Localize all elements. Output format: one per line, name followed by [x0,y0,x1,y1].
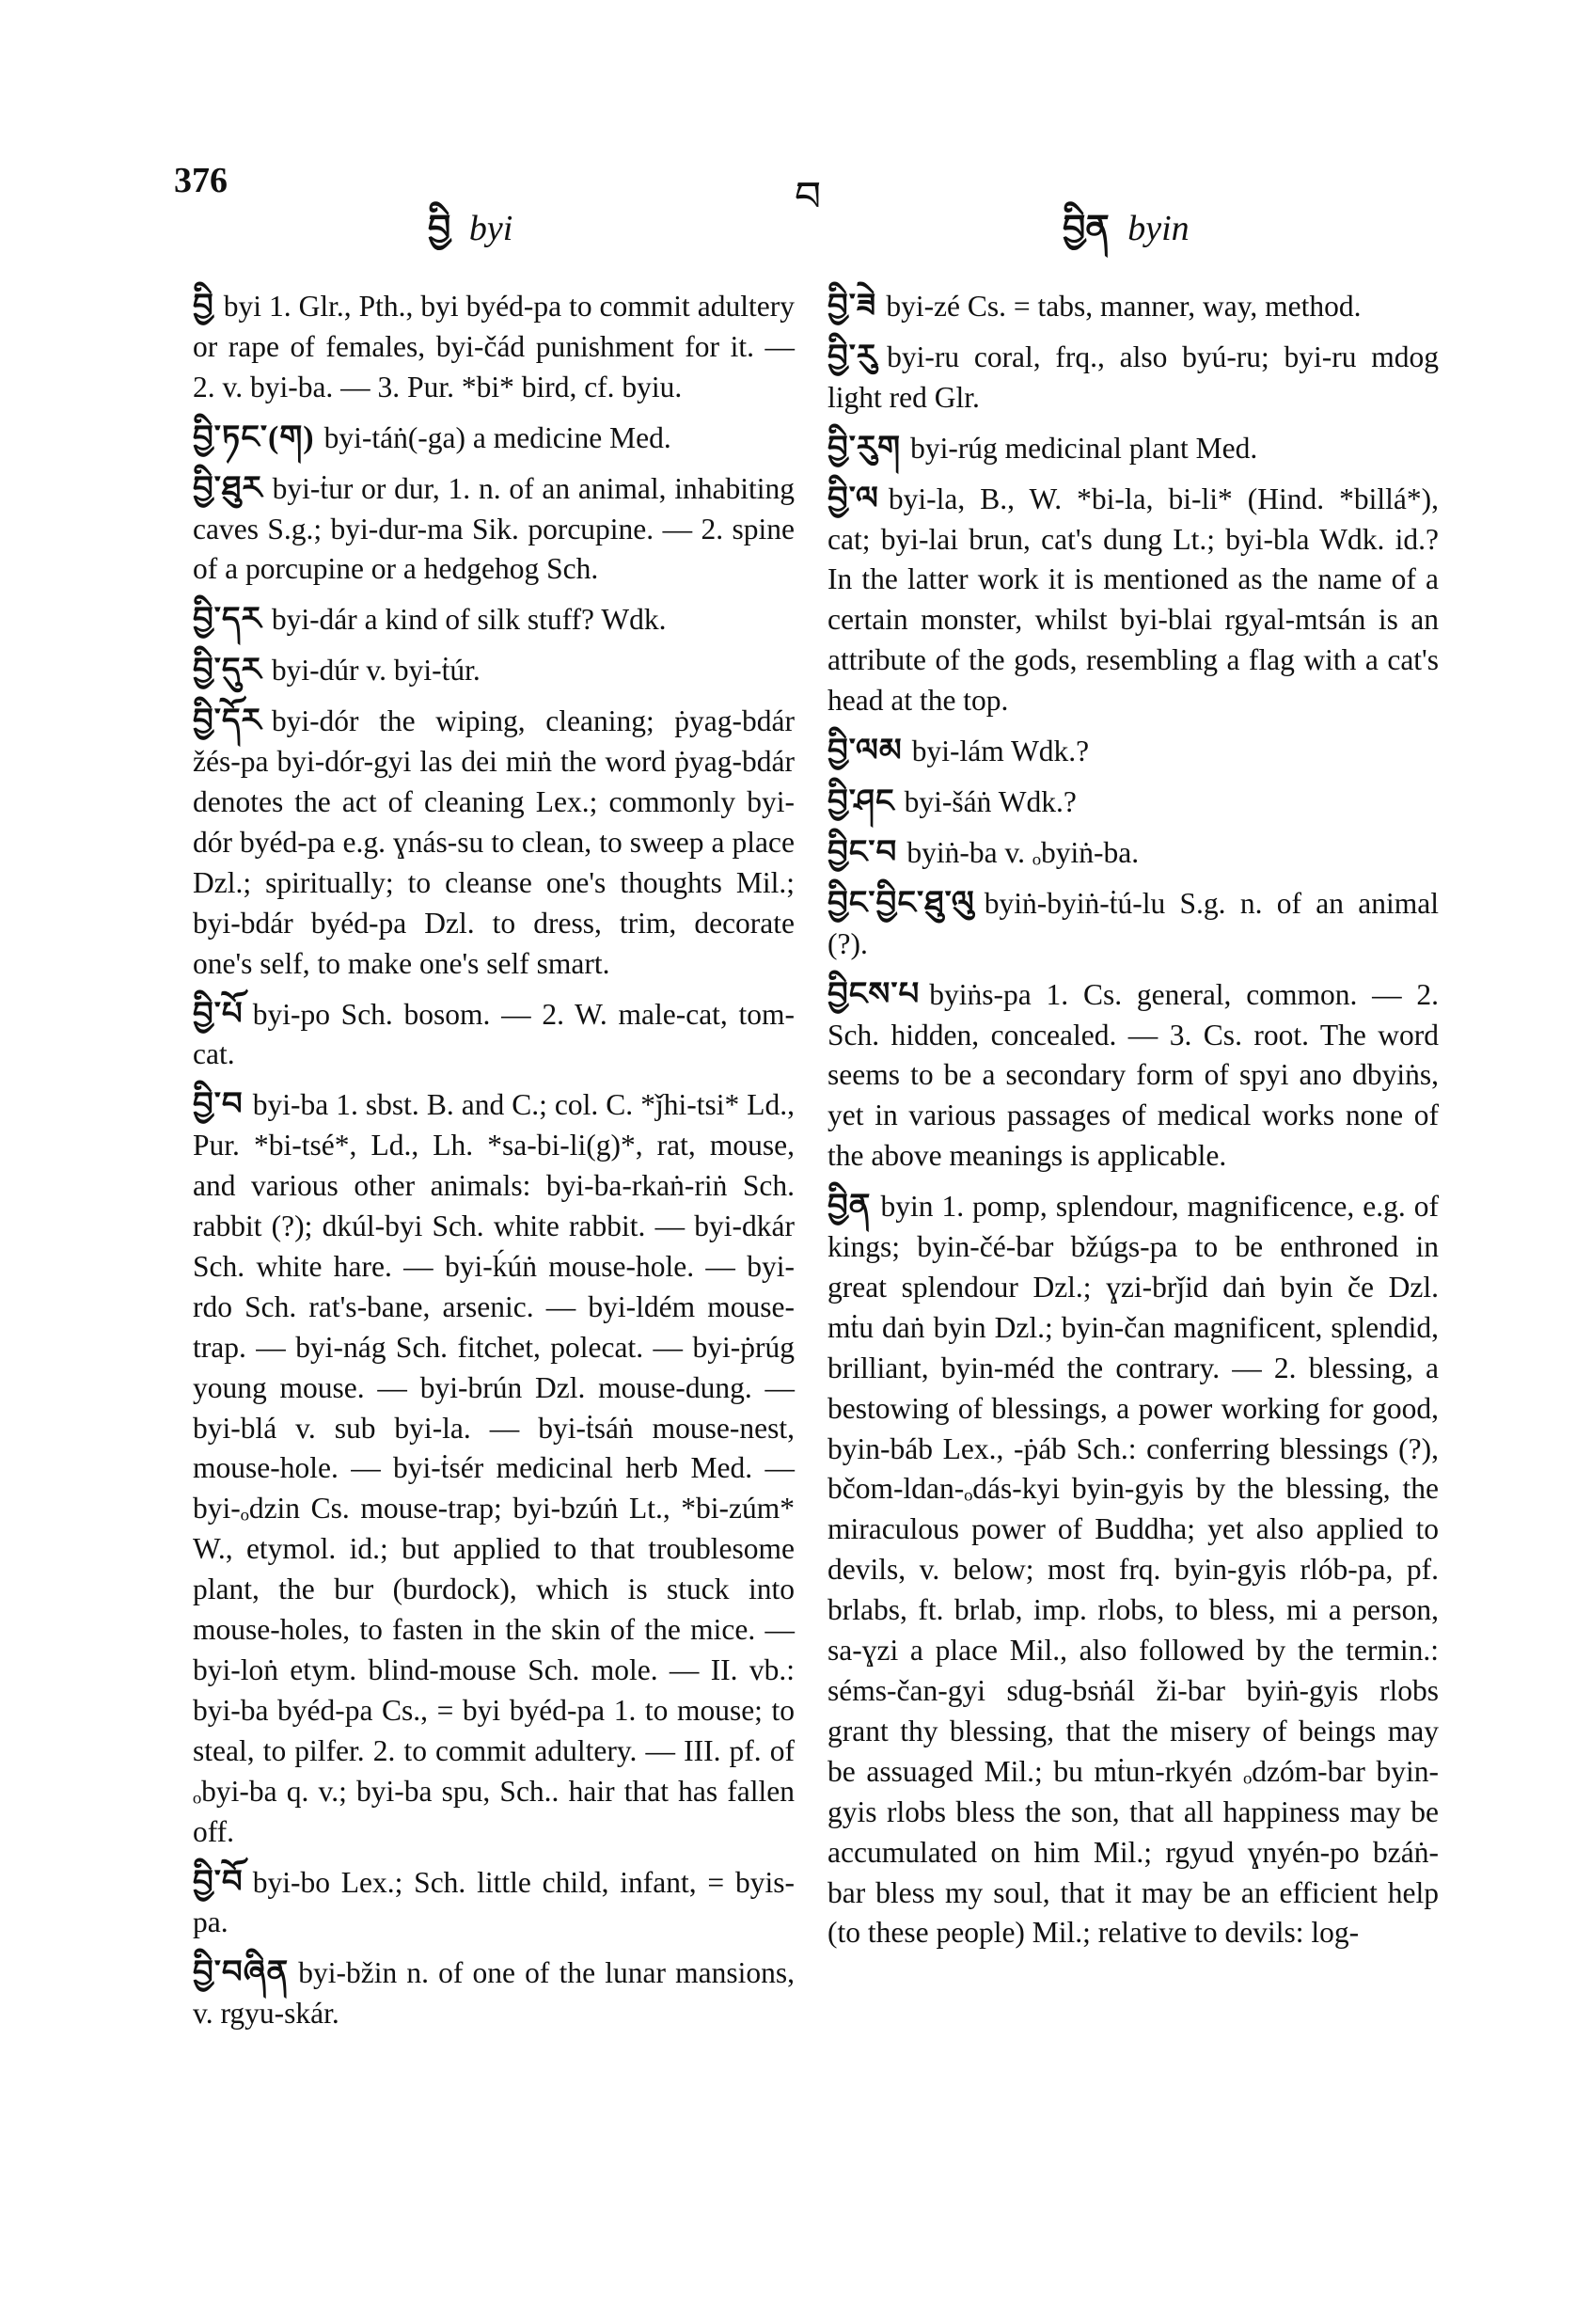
entry-headword-tibetan: བྱི་དར [193,602,262,638]
entry-text: byin 1. pomp, splendour, magnificence, e.g. of kings; byin-čé-bar bžúgs-pa to be enthroned in great splendour Dzl.; ɣzi-brǰid daṅ byin če Dzl. mṫu daṅ byin Dzl.; byin-čan magnificent, splendid, brilliant, byin-méd the contrary. — 2. blessing, a bestowing of blessings, a power working for good, byin-báb Lex., -ṗáb Sch.: conferring blessings (?), bčom-ldan-ₒdás-kyi byin-gyis by the blessing, the miraculous power of Buddha; yet also applied to devils, v. below; most frq. byin-gyis rlób-pa, pf. brlabs, ft. brlab, imp. rlobs, to bless, mi a person, sa-ɣzi a place Mil., also followed by the termin.: séms-čan-gyi sdug-bsṅál ži-bar byiṅ-gyis rlobs grant thy blessing, that the misery of beings may be assuaged Mil.; bu mṫun-rkyén ₒdzóm-bar byin-gyis rlobs bless the son, that all happiness may be accumulated on him Mil.; rgyud ɣnyén-po bzáṅ-bar bless my soul, that it may be an efficient help (to these people) Mil.; relative to devils: log- [827,1190,1439,1950]
entry-text: byi-ba 1. sbst. B. and C.; col. C. *ǰhi-tsi* Ld., Pur. *bi-tsé*, Ld., Lh. *sa-bi-li(g)*, rat, mouse, and various other animals: byi-ba-rkaṅ-riṅ Sch. rabbit (?); dkúl-byi Sch. white rabbit. — byi-dkár Sch. white hare. — byi-ḱúṅ mouse-hole. — byi-rdo Sch. rat's-bane, arsenic. — byi-ldém mouse-trap. — byi-nág Sch. fitchet, polecat. — byi-ṗrúg young mouse. — byi-brún Dzl. mouse-dung. — byi-blá v. sub byi-la. — byi-ṫsáṅ mouse-nest, mouse-hole. — byi-ṫsér medicinal herb Med. — byi-ₒdzin Cs. mouse-trap; byi-bzúṅ Lt., *bi-zúm* W., etymol. id.; but applied to that troublesome plant, the bur (burdock), which is stuck into mouse-holes, to fasten in the skin of the mice. — byi-loṅ etym. blind-mouse Sch. mole. — II. vb.: byi-ba byéd-pa Cs., = byi byéd-pa 1. to mouse; to steal, to pilfer. 2. to commit adultery. — III. pf. of ₒbyi-ba q. v.; byi-ba spu, Sch.. hair that has fallen off. [193,1088,795,1848]
entry-text: byi-dár a kind of silk stuff? Wdk. [271,603,667,637]
running-head-right [1063,188,1190,289]
entry-text: byi-ru coral, frq., also byú-ru; byi-ru mdog light red Glr. [827,340,1439,414]
entry-text: byi-lám Wdk.? [911,735,1090,768]
running-head-left-roman: byi [468,209,513,248]
dictionary-entry [193,1953,795,2034]
entry-headword-tibetan: བྱི་ཟེ [827,289,877,324]
entry-headword-tibetan: བྱི་རུག [827,430,902,466]
entry-text: byiṅ-ba v. ₒbyiṅ-ba. [906,835,1140,869]
running-head-left [428,188,512,289]
dictionary-entry [193,702,795,984]
page-number: 376 [174,161,228,200]
right-column [827,287,1439,1964]
entry-headword-tibetan: བྱི་ལམ [827,734,903,769]
entry-headword-tibetan: བྱི་བོ [193,1864,244,1900]
entry-headword-tibetan: བྱིངས་པ [827,976,921,1012]
entry-headword-tibetan: བྱི [193,289,214,324]
dictionary-entry [193,469,795,591]
entry-text: byi-rúg medicinal plant Med. [910,431,1258,465]
entry-headword-tibetan: བྱི་ལ [827,481,879,516]
dictionary-entry [827,884,1439,965]
entry-text: byi-ṫur or dur, 1. n. of an animal, inhabiting caves S.g.; byi-dur-ma Sik. porcupine. — 2. spine of a porcupine or a hedgehog Sch. [193,471,795,586]
entry-headword-tibetan: བྱི་བ [193,1087,244,1123]
dictionary-entry [193,1085,795,1852]
dictionary-entry [827,338,1439,419]
entry-headword-tibetan: བྱི་ཤང [827,783,895,819]
entry-headword-tibetan: བྱི་བཞིན [193,1955,290,1991]
entry-text: byi-bžin n. of one of the lunar mansions, v. rgyu-skár. [193,1956,795,2031]
dictionary-entry [827,833,1439,874]
entry-headword-tibetan: བྱི་དུར [193,653,262,688]
dictionary-entry [193,287,795,408]
dictionary-entry [827,287,1439,327]
entry-text: byi-šáṅ Wdk.? [904,784,1077,818]
entry-headword-tibetan: བྱི་ཐུར [193,470,263,506]
dictionary-entry [193,995,795,1076]
dictionary-entry [827,732,1439,772]
entry-text: byi-táṅ(-ga) a medicine Med. [323,420,671,454]
running-head-right-tibetan: བྱིན [1063,209,1110,248]
entry-headword-tibetan: བྱི་པོ [193,996,244,1032]
entry-text: byiṅs-pa 1. Cs. general, common. — 2. Sch. hidden, concealed. — 3. Cs. root. The word seems to be a secondary form of spyi ano dbyiṅs, yet in various passages of medical works none of the above meanings is applicable. [827,977,1439,1173]
entry-text: byi-dór the wiping, cleaning; ṗyag-bdár žés-pa byi-dór-gyi las dei miṅ the word ṗyag-bdár denotes the act of cleaning Lex.; commonly byi-dór byéd-pa e.g. ɣnás-su to clean, to sweep a place Dzl.; spiritually; to cleanse one's thoughts Mil.; byi-bdár byéd-pa Dzl. to dress, trim, decorate one's self, to make one's self smart. [193,704,795,980]
entry-text: byi-po Sch. bosom. — 2. W. male-cat, tom-cat. [193,997,795,1071]
dictionary-entry [827,429,1439,469]
section-letter: བ [795,174,822,220]
dictionary-entry [193,600,795,640]
dictionary-entry [827,975,1439,1178]
dictionary-entry [827,783,1439,823]
entry-text: byi 1. Glr., Pth., byi byéd-pa to commit adultery or rape of females, byi-čád punishment for it. — 2. v. byi-ba. — 3. Pur. *bi* bird, cf. byiu. [193,290,795,403]
entry-headword-tibetan: བྱི་རུ [827,339,878,374]
dictionary-entry [193,651,795,691]
entry-text: byi-zé Cs. = tabs, manner, way, method. [886,290,1362,323]
entry-text: byi-la, B., W. *bi-la, bi-li* (Hind. *billá*), cat; byi-lai brun, cat's dung Lt.; byi-bla Wdk. id.? In the latter work it is mentioned as the name of a certain monster, whilst byi-blai rgyal-mtsán is an attribute of the gods, resembling a flag with a cat's head at the top. [827,482,1439,718]
entry-headword-tibetan: བྱི་དོར [193,704,262,739]
running-head-left-tibetan: བྱི [428,209,451,248]
dictionary-entry [193,419,795,459]
entry-headword-tibetan: བྱིན [827,1189,872,1225]
running-head-right-roman: byin [1127,209,1190,248]
entry-text: byi-dúr v. byi-ṫúr. [271,654,481,688]
entry-headword-tibetan: བྱིང་བ [827,834,898,870]
entry-text: byiṅ-byiṅ-ṫú-lu S.g. n. of an animal (?). [827,886,1439,960]
entry-text: byi-bo Lex.; Sch. little child, infant, = byis-pa. [193,1865,795,1939]
dictionary-entry [827,1187,1439,1953]
entry-headword-tibetan: བྱི་ཏང་(ག) [193,419,315,455]
dictionary-entry [193,1863,795,1944]
dictionary-entry [827,480,1439,721]
entry-headword-tibetan: བྱིང་བྱིང་ཐུ་ལུ [827,885,975,921]
left-column [193,287,795,2045]
